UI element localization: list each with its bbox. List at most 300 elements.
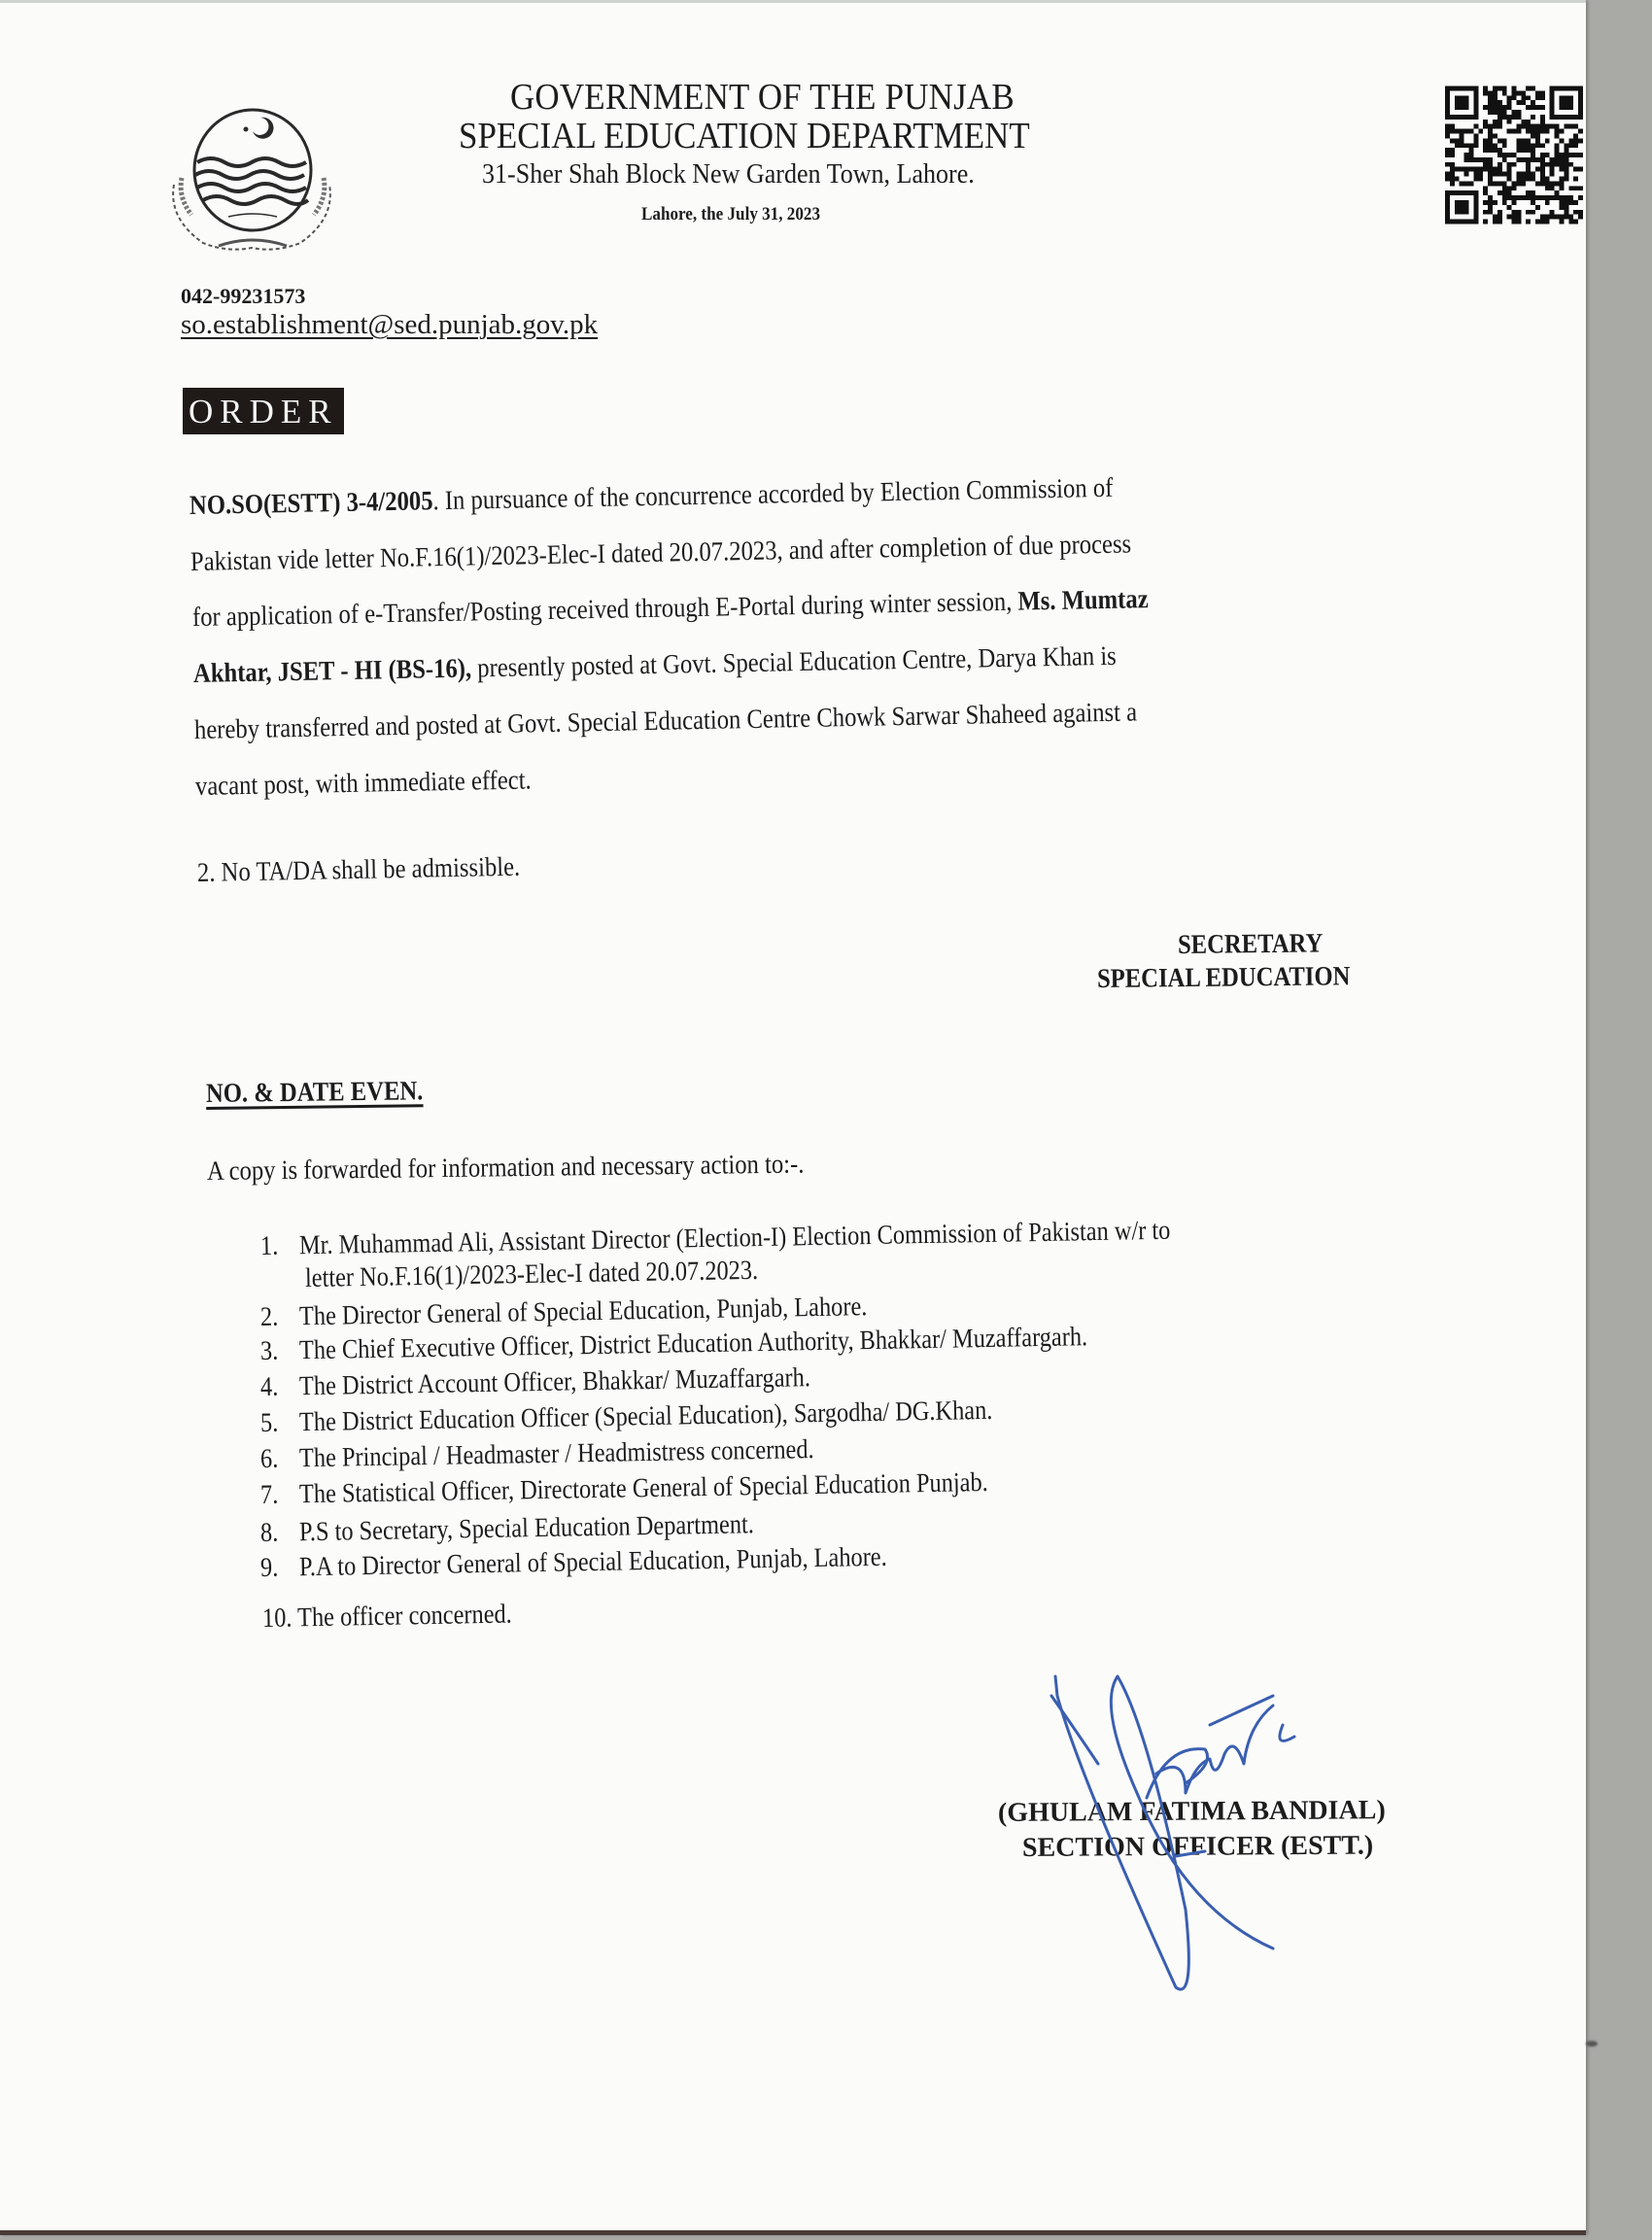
qr-module [1483, 143, 1488, 148]
qr-module [1450, 138, 1455, 143]
qr-module [1568, 162, 1573, 167]
qr-module [1445, 129, 1450, 134]
qr-module [1450, 162, 1455, 167]
qr-code-icon[interactable] [1445, 80, 1583, 230]
order-paragraph-2: 2. No TA/DA shall be admissible. [196, 851, 521, 888]
qr-module [1507, 167, 1512, 172]
qr-module [1497, 167, 1502, 172]
list-item-number: 8. [259, 1517, 279, 1548]
qr-module [1497, 115, 1502, 120]
qr-module [1526, 172, 1531, 177]
order-line-3 [192, 584, 1149, 634]
qr-module [1512, 153, 1517, 157]
qr-module [1540, 95, 1545, 100]
qr-module [1507, 115, 1512, 120]
qr-module [1468, 167, 1473, 172]
qr-module [1488, 148, 1493, 153]
qr-module [1564, 210, 1568, 215]
list-item [260, 1434, 814, 1475]
qr-module [1540, 167, 1545, 172]
qr-module [1488, 124, 1493, 129]
qr-module [1568, 200, 1573, 205]
qr-module [1464, 157, 1469, 162]
qr-module [1526, 120, 1531, 124]
qr-module [1493, 100, 1497, 105]
qr-module [1488, 133, 1493, 138]
qr-module [1464, 167, 1469, 172]
qr-module [1568, 138, 1573, 143]
qr-module [1555, 143, 1560, 148]
qr-module [1555, 153, 1560, 157]
qr-module [1545, 195, 1550, 200]
qr-module [1564, 153, 1568, 157]
qr-module [1526, 105, 1531, 110]
qr-module [1488, 181, 1493, 186]
qr-module [1450, 124, 1455, 129]
qr-module [1578, 167, 1583, 172]
qr-module [1455, 129, 1460, 134]
qr-module [1526, 143, 1531, 148]
qr-module [1531, 157, 1535, 162]
qr-module [1573, 167, 1578, 172]
punjab-emblem-icon [160, 102, 345, 258]
qr-module [1573, 200, 1578, 205]
qr-module [1535, 124, 1540, 129]
qr-module [1550, 210, 1555, 215]
qr-module [1531, 172, 1535, 177]
qr-module [1540, 129, 1545, 134]
qr-module [1512, 86, 1517, 91]
page-edge [0, 0, 1586, 3]
qr-module [1555, 190, 1560, 195]
qr-module [1483, 138, 1488, 143]
qr-module [1545, 177, 1550, 182]
qr-module [1560, 220, 1565, 224]
qr-module [1555, 133, 1560, 138]
qr-module [1493, 148, 1497, 153]
qr-module [1535, 138, 1540, 143]
qr-module [1560, 186, 1565, 190]
qr-module [1578, 195, 1583, 200]
qr-module [1512, 210, 1517, 215]
qr-module [1540, 181, 1545, 186]
qr-module [1564, 124, 1568, 129]
qr-module [1488, 205, 1493, 210]
qr-module [1555, 124, 1560, 129]
qr-module [1540, 105, 1545, 110]
qr-module [1502, 186, 1507, 190]
qr-module [1560, 162, 1565, 167]
qr-module [1560, 215, 1565, 220]
qr-module [1564, 172, 1568, 177]
qr-module [1450, 129, 1455, 134]
list-item-text: Mr. Muhammad Ali, Assistant Director (Election-I) Election Commission of Pakistan w/r to [298, 1215, 1171, 1261]
qr-module [1521, 181, 1526, 186]
qr-module [1483, 190, 1488, 195]
qr-module [1488, 162, 1493, 167]
list-item-text: The officer concerned. [296, 1599, 513, 1634]
qr-module [1535, 105, 1540, 110]
qr-module [1531, 86, 1535, 91]
qr-module [1497, 105, 1502, 110]
qr-module [1550, 186, 1555, 190]
qr-module [1493, 110, 1497, 115]
qr-module [1502, 143, 1507, 148]
contact-email-link[interactable]: so.establishment@sed.punjab.gov.pk [181, 309, 599, 340]
qr-module [1502, 172, 1507, 177]
qr-module [1531, 133, 1535, 138]
qr-module [1526, 210, 1531, 215]
qr-module [1521, 172, 1526, 177]
qr-module [1573, 143, 1578, 148]
qr-module [1564, 143, 1568, 148]
qr-module [1560, 157, 1565, 162]
qr-module [1497, 181, 1502, 186]
qr-module [1450, 167, 1455, 172]
copy-heading: NO. & DATE EVEN. [205, 1076, 424, 1109]
qr-module [1516, 215, 1521, 220]
qr-module [1560, 195, 1565, 200]
qr-module [1526, 95, 1531, 100]
qr-module [1564, 205, 1568, 210]
signatory-name: (GHULAM FATIMA BANDIAL) [997, 1795, 1386, 1828]
order-line-1 [189, 473, 1114, 522]
qr-module [1540, 220, 1545, 224]
list-item-text: The Chief Executive Officer, District Education Authority, Bhakkar/ Muzaffargarh. [298, 1322, 1088, 1366]
qr-module [1473, 177, 1478, 182]
qr-module [1488, 143, 1493, 148]
qr-module [1502, 200, 1507, 205]
qr-module [1545, 220, 1550, 224]
qr-module [1564, 157, 1568, 162]
list-item [260, 1396, 993, 1439]
qr-module [1578, 210, 1583, 215]
qr-module [1502, 110, 1507, 115]
qr-module [1468, 157, 1473, 162]
qr-module [1478, 172, 1483, 177]
qr-module [1507, 215, 1512, 220]
scan-speck [1586, 2041, 1598, 2047]
list-item-number: 2. [259, 1301, 279, 1332]
qr-module [1560, 129, 1565, 134]
qr-module [1507, 190, 1512, 195]
qr-module [1521, 148, 1526, 153]
qr-module [1502, 86, 1507, 91]
qr-module [1535, 133, 1540, 138]
signatory-title: SECTION OFFICER (ESTT.) [1021, 1830, 1374, 1863]
qr-module [1535, 157, 1540, 162]
qr-module [1545, 186, 1550, 190]
qr-module [1507, 205, 1512, 210]
qr-module [1478, 167, 1483, 172]
qr-module [1464, 172, 1469, 177]
qr-module [1531, 200, 1535, 205]
qr-module [1460, 133, 1464, 138]
qr-module [1497, 162, 1502, 167]
qr-module [1578, 138, 1583, 143]
qr-module [1497, 124, 1502, 129]
qr-module [1493, 133, 1497, 138]
qr-module [1483, 167, 1488, 172]
qr-module [1455, 143, 1460, 148]
qr-module [1488, 129, 1493, 134]
qr-module [1521, 124, 1526, 129]
qr-module [1573, 138, 1578, 143]
qr-module [1540, 90, 1545, 95]
qr-module [1560, 200, 1565, 205]
qr-module [1521, 177, 1526, 182]
qr-module [1526, 148, 1531, 153]
qr-module [1545, 129, 1550, 134]
qr-module [1468, 153, 1473, 157]
qr-module [1468, 129, 1473, 134]
qr-module [1483, 105, 1488, 110]
qr-module [1550, 162, 1555, 167]
qr-module [1445, 162, 1450, 167]
qr-module [1550, 157, 1555, 162]
qr-module [1445, 124, 1450, 129]
qr-module [1555, 157, 1560, 162]
qr-module [1526, 86, 1531, 91]
qr-module [1488, 210, 1493, 215]
order-reference-number: NO.SO(ESTT) 3-4/2005 [189, 486, 433, 521]
qr-module [1507, 172, 1512, 177]
qr-module [1478, 177, 1483, 182]
qr-module [1488, 95, 1493, 100]
list-item-text: P.S to Secretary, Special Education Department. [298, 1509, 755, 1548]
list-item-number: 3. [259, 1335, 279, 1366]
qr-module [1460, 143, 1464, 148]
list-item [260, 1467, 988, 1511]
qr-module [1555, 181, 1560, 186]
qr-module [1540, 143, 1545, 148]
qr-module [1521, 90, 1526, 95]
qr-module [1521, 120, 1526, 124]
qr-module [1497, 120, 1502, 124]
qr-module [1531, 177, 1535, 182]
employee-designation: Akhtar, JSET - HI (BS-16), [192, 653, 472, 689]
qr-module [1512, 90, 1517, 95]
qr-module [1545, 153, 1550, 157]
list-item-text: The District Education Officer (Special Education), Sargodha/ DG.Khan. [298, 1395, 993, 1438]
qr-module [1573, 133, 1578, 138]
qr-module [1545, 124, 1550, 129]
qr-module [1535, 167, 1540, 172]
qr-module [1483, 124, 1488, 129]
qr-module [1540, 120, 1545, 124]
qr-module [1516, 110, 1521, 115]
list-item-text: The District Account Officer, Bhakkar/ Muzaffargarh. [298, 1362, 811, 1402]
qr-module [1568, 215, 1573, 220]
qr-module [1526, 157, 1531, 162]
qr-module [1560, 177, 1565, 182]
qr-module [1483, 220, 1488, 224]
order-line-2: Pakistan vide letter No.F.16(1)/2023-Elec-I dated 20.07.2023, and after completion of due process [189, 529, 1132, 577]
order-title-badge: ORDER [183, 388, 344, 434]
qr-module [1550, 181, 1555, 186]
qr-module [1540, 172, 1545, 177]
qr-module [1507, 162, 1512, 167]
list-item [260, 1362, 810, 1403]
qr-module [1488, 172, 1493, 177]
qr-module [1493, 105, 1497, 110]
qr-module [1460, 138, 1464, 143]
qr-module [1516, 100, 1521, 105]
qr-module [1555, 195, 1560, 200]
qr-module [1516, 129, 1521, 134]
qr-finder-module [1455, 95, 1469, 110]
qr-module [1573, 177, 1578, 182]
qr-module [1540, 157, 1545, 162]
qr-module [1502, 90, 1507, 95]
qr-module [1512, 186, 1517, 190]
qr-module [1483, 157, 1488, 162]
qr-module [1531, 105, 1535, 110]
list-item-text: P.A to Director General of Special Education, Punjab, Lahore. [298, 1541, 887, 1583]
qr-module [1526, 162, 1531, 167]
qr-module [1521, 138, 1526, 143]
qr-module [1502, 115, 1507, 120]
list-item-number: 9. [259, 1552, 279, 1583]
qr-module [1493, 124, 1497, 129]
qr-module [1531, 148, 1535, 153]
qr-module [1497, 100, 1502, 105]
qr-module [1560, 181, 1565, 186]
qr-module [1568, 153, 1573, 157]
qr-module [1568, 124, 1573, 129]
qr-module [1473, 143, 1478, 148]
qr-module [1473, 157, 1478, 162]
qr-module [1535, 205, 1540, 210]
qr-module [1526, 129, 1531, 134]
order-text: . In pursuance of the concurrence accorded by Election Commission of [432, 472, 1114, 517]
qr-module [1497, 153, 1502, 157]
qr-module [1573, 153, 1578, 157]
order-line-6: vacant post, with immediate effect. [194, 765, 532, 802]
list-item-number: 6. [259, 1443, 279, 1474]
qr-module [1455, 138, 1460, 143]
list-item [260, 1509, 754, 1549]
qr-module [1516, 181, 1521, 186]
qr-module [1560, 153, 1565, 157]
qr-module [1507, 186, 1512, 190]
qr-module [1502, 105, 1507, 110]
qr-module [1493, 167, 1497, 172]
list-item-number: 4. [259, 1371, 279, 1402]
qr-module [1445, 148, 1450, 153]
qr-module [1578, 186, 1583, 190]
qr-module [1493, 220, 1497, 224]
qr-module [1555, 215, 1560, 220]
list-item-text: The Principal / Headmaster / Headmistress concerned. [298, 1434, 814, 1474]
order-line-4 [193, 641, 1117, 690]
qr-module [1488, 110, 1493, 115]
qr-module [1564, 162, 1568, 167]
qr-module [1535, 220, 1540, 224]
qr-module [1460, 129, 1464, 134]
qr-module [1535, 95, 1540, 100]
qr-module [1550, 124, 1555, 129]
qr-module [1497, 220, 1502, 224]
qr-module [1540, 124, 1545, 129]
qr-module [1568, 220, 1573, 224]
qr-module [1526, 124, 1531, 129]
qr-module [1455, 167, 1460, 172]
qr-module [1540, 215, 1545, 220]
qr-module [1560, 167, 1565, 172]
qr-module [1493, 200, 1497, 205]
qr-module [1468, 143, 1473, 148]
qr-module [1531, 195, 1535, 200]
qr-module [1564, 177, 1568, 182]
qr-module [1493, 143, 1497, 148]
qr-module [1568, 143, 1573, 148]
qr-module [1540, 115, 1545, 120]
qr-module [1526, 195, 1531, 200]
qr-module [1531, 143, 1535, 148]
qr-module [1531, 124, 1535, 129]
qr-module [1464, 153, 1469, 157]
qr-module [1564, 148, 1568, 153]
qr-module [1521, 100, 1526, 105]
qr-module [1473, 167, 1478, 172]
qr-module [1540, 162, 1545, 167]
qr-module [1483, 162, 1488, 167]
qr-module [1507, 195, 1512, 200]
qr-module [1573, 124, 1578, 129]
qr-module [1560, 138, 1565, 143]
qr-module [1540, 177, 1545, 182]
qr-module [1564, 167, 1568, 172]
qr-module [1497, 172, 1502, 177]
qr-module [1450, 177, 1455, 182]
qr-module [1483, 120, 1488, 124]
qr-module [1493, 215, 1497, 220]
header-address: 31-Sher Shah Block New Garden Town, Lahore. [482, 159, 975, 190]
qr-module [1473, 138, 1478, 143]
qr-module [1497, 190, 1502, 195]
qr-module [1535, 129, 1540, 134]
qr-module [1468, 181, 1473, 186]
qr-module [1526, 220, 1531, 224]
header-department-title: SPECIAL EDUCATION DEPARTMENT [459, 116, 1030, 156]
qr-module [1507, 105, 1512, 110]
qr-module [1450, 181, 1455, 186]
list-item-number: 10. [261, 1602, 293, 1634]
qr-module [1516, 210, 1521, 215]
qr-module [1483, 210, 1488, 215]
qr-module [1473, 133, 1478, 138]
header-date: Lahore, the July 31, 2023 [641, 204, 820, 224]
qr-module [1478, 157, 1483, 162]
qr-module [1483, 90, 1488, 95]
handwritten-signature-icon [1040, 1667, 1351, 1997]
qr-module [1483, 186, 1488, 190]
qr-module [1445, 153, 1450, 157]
qr-module [1512, 110, 1517, 115]
qr-module [1483, 200, 1488, 205]
qr-module [1468, 148, 1473, 153]
qr-module [1507, 100, 1512, 105]
qr-module [1512, 220, 1517, 224]
qr-module [1460, 167, 1464, 172]
qr-module [1488, 157, 1493, 162]
qr-module [1555, 148, 1560, 153]
qr-module [1507, 120, 1512, 124]
qr-module [1445, 133, 1450, 138]
qr-module [1450, 172, 1455, 177]
qr-module [1512, 181, 1517, 186]
